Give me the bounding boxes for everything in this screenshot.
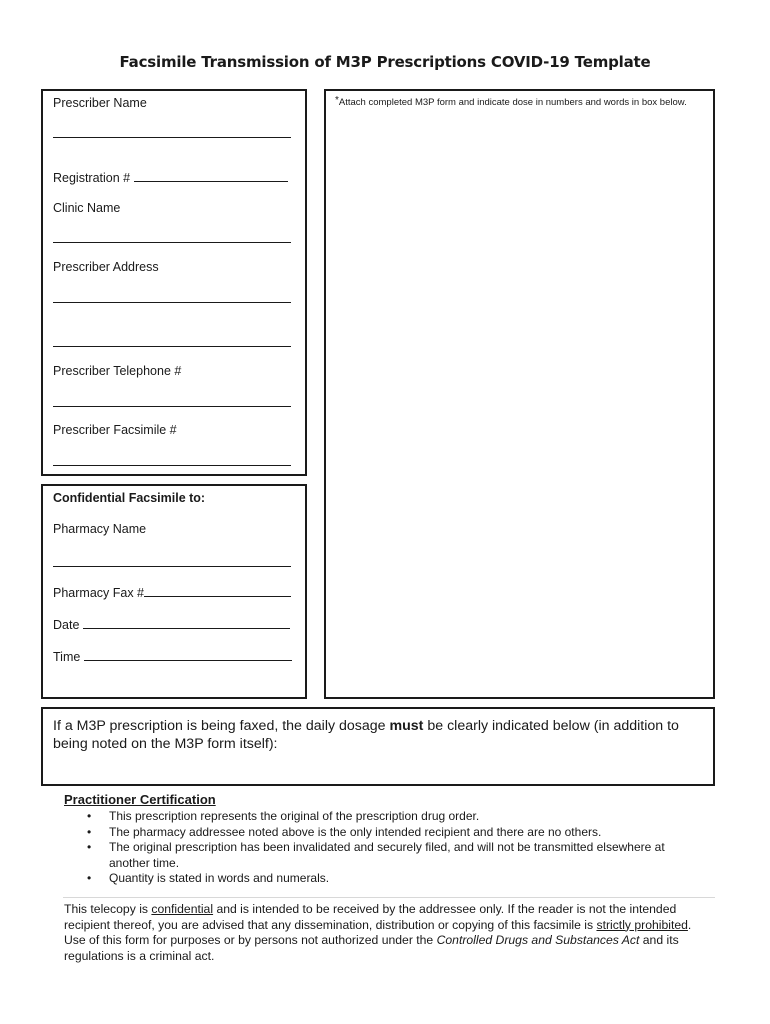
notice-strictly-prohibited: strictly prohibited (596, 917, 688, 932)
pharmacy-fax-label (53, 586, 291, 600)
prescriber-telephone-label: Prescriber Telephone # (53, 364, 182, 378)
dosage-text-end: be clearly indicated below (in addition to being noted on the M3P form itself): (53, 718, 679, 752)
confidential-facsimile-heading: Confidential Facsimile to: (53, 491, 206, 505)
confidentiality-notice (64, 902, 716, 964)
date-label-text: Date (53, 618, 83, 632)
certification-list (63, 809, 703, 887)
certification-item (63, 840, 703, 871)
notice-confidential: confidential (151, 902, 214, 916)
date-label (53, 618, 290, 632)
pharmacy-fax-label-text: Pharmacy Fax # (53, 586, 145, 600)
prescriber-facsimile-label: Prescriber Facsimile # (53, 423, 177, 437)
certification-item (63, 825, 703, 841)
notice-text-2: and is intended to be received by the addressee only. If the reader is not the intended recipient thereof, you are advised that any dissemination, distribution or copying of this facsimile is (64, 902, 677, 932)
registration-field[interactable] (134, 171, 288, 182)
certification-item-text: The pharmacy addressee noted above is the only intended recipient and there are no others. (109, 824, 602, 839)
dosage-text-must: must (389, 718, 424, 734)
prescriber-address-label: Prescriber Address (53, 260, 159, 274)
registration-label-text: Registration # (53, 171, 134, 185)
attach-note (335, 97, 695, 109)
prescriber-address-line-1[interactable] (53, 302, 291, 303)
practitioner-certification-title: Practitioner Certification (64, 792, 216, 807)
time-label (53, 650, 292, 664)
date-field[interactable] (83, 618, 290, 629)
prescriber-address-line-2[interactable] (53, 346, 291, 347)
pharmacy-fax-field[interactable] (144, 586, 291, 597)
bullet-icon: • (87, 840, 92, 854)
document-title: Facsimile Transmission of M3P Prescriptions COVID-19 Template (119, 53, 651, 71)
daily-dosage-box[interactable] (41, 707, 715, 786)
time-label-text: Time (53, 650, 84, 664)
clinic-name-label: Clinic Name (53, 201, 121, 215)
bullet-icon: • (87, 824, 92, 839)
attach-m3p-box[interactable] (324, 89, 715, 699)
notice-text-1: This telecopy is (64, 902, 152, 916)
section-divider (63, 897, 715, 898)
registration-label (53, 171, 288, 185)
certification-item (63, 871, 703, 887)
dosage-text-start: If a M3P prescription is being faxed, the daily dosage (53, 718, 390, 734)
attach-asterisk: * (335, 95, 339, 106)
bullet-icon: • (87, 871, 92, 885)
certification-item-text: Quantity is stated in words and numerals. (109, 871, 330, 885)
certification-item-text: The original prescription has been invalidated and securely filed, and will not be transmitted elsewhere at another time. (109, 840, 665, 870)
certification-item (63, 809, 703, 825)
bullet-icon: • (87, 809, 92, 823)
prescriber-info-box (41, 89, 307, 476)
certification-item-text: This prescription represents the original of the prescription drug order. (109, 809, 480, 823)
prescriber-telephone-field[interactable] (53, 406, 291, 407)
prescriber-name-label: Prescriber Name (53, 96, 147, 110)
time-field[interactable] (84, 650, 292, 661)
notice-text-4: and its regulations is a criminal act. (64, 933, 679, 963)
pharmacy-info-box (41, 484, 307, 699)
notice-text-3: . Use of this form for purposes or by persons not authorized under the (64, 917, 692, 947)
prescriber-name-field[interactable] (53, 137, 291, 138)
pharmacy-name-field[interactable] (53, 566, 291, 567)
pharmacy-name-label: Pharmacy Name (53, 522, 147, 536)
clinic-name-field[interactable] (53, 242, 291, 243)
prescriber-facsimile-field[interactable] (53, 465, 291, 466)
attach-note-text: Attach completed M3P form and indicate dose in numbers and words in box below. (338, 97, 687, 108)
daily-dosage-instruction (53, 717, 708, 753)
notice-act-name: Controlled Drugs and Substances Act (436, 933, 640, 947)
